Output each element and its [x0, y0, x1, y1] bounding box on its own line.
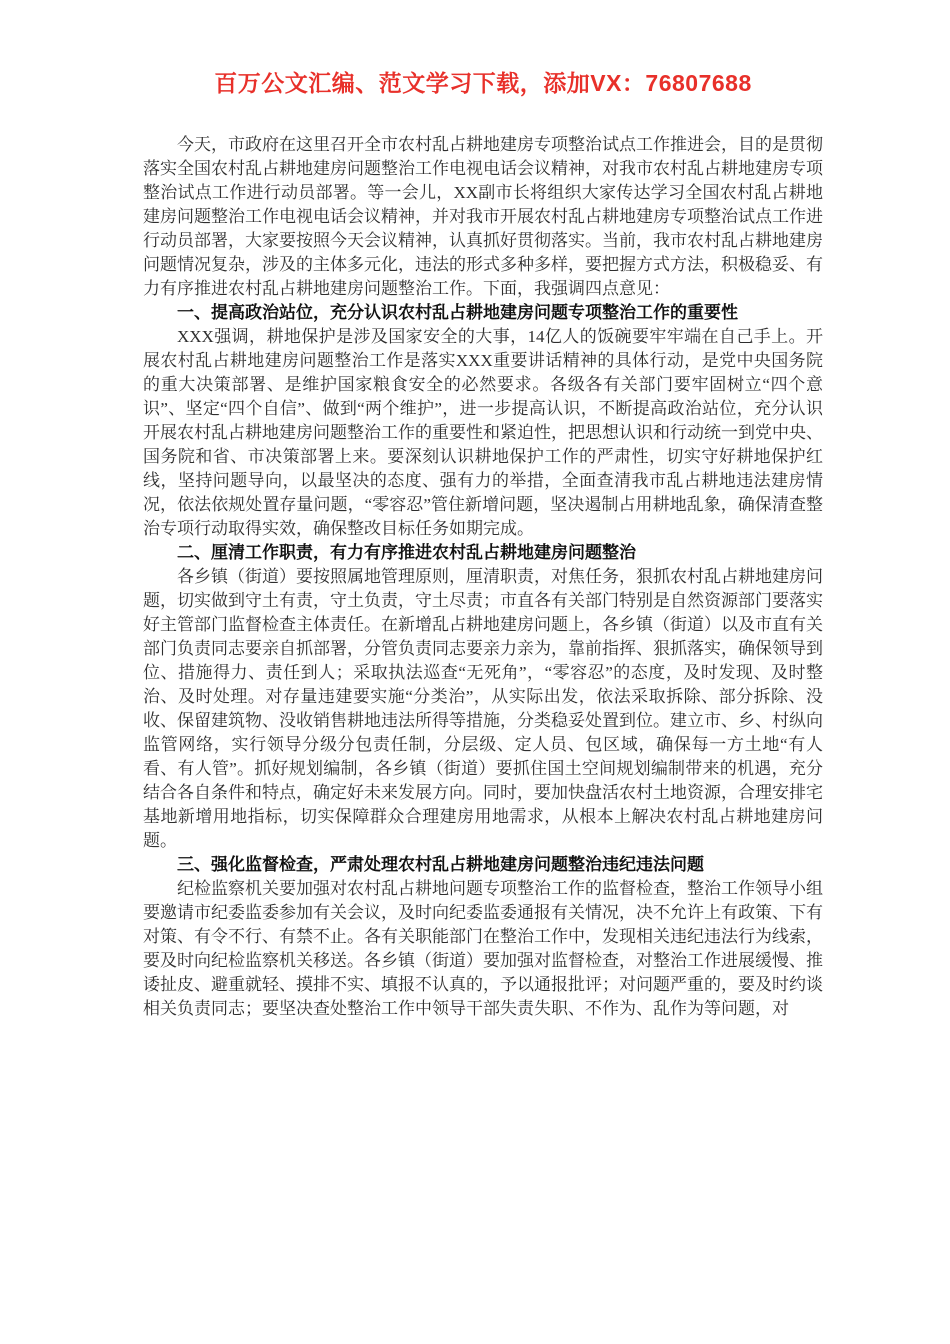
section-heading-3: 三、强化监督检查，严肃处理农村乱占耕地建房问题整治违纪违法问题 [177, 855, 704, 874]
paragraph-section-3: 纪检监察机关要加强对农村乱占耕地问题专项整治工作的监督检查，整治工作领导小组要邀请市纪委监委参加有关会议，及时向纪委监委通报有关情况，决不允许上有政策、下有对策、有令不行、有禁不止。各有关职能部门在整治工作中，发现相关违纪违法行为线索，要及时向纪检监察机关移送。各乡镇（街道）要加强对监督检查，对整治工作进展缓慢、推诿扯皮、避重就轻、摸排不实、填报不认真的，予以通报批评；对问题严重的，要及时约谈相关负责同志；要坚决查处整治工作中领导干部失责失职、不作为、乱作为等问题，对 [143, 879, 823, 1018]
paragraph-intro: 今天，市政府在这里召开全市农村乱占耕地建房专项整治试点工作推进会，目的是贯彻落实全国农村乱占耕地建房问题整治工作电视电话会议精神，对我市农村乱占耕地建房专项整治试点工作进行动员部署。等一会儿，XX副市长将组织大家传达学习全国农村乱占耕地建房问题整治工作电视电话会议精神，并对我市开展农村乱占耕地建房专项整治试点工作进行动员部署，大家要按照今天会议精神，认真抓好贯彻落实。当前，我市农村乱占耕地建房问题情况复杂，涉及的主体多元化，违法的形式多种多样，要把握方式方法，积极稳妥、有力有序推进农村乱占耕地建房问题整治工作。下面，我强调四点意见： [143, 135, 823, 298]
promo-header-text: 百万公文汇编、范文学习下载，添加VX：76807688 [214, 70, 752, 96]
paragraph-section-2: 各乡镇（街道）要按照属地管理原则，厘清职责，对焦任务，狠抓农村乱占耕地建房问题，切实做到守土有责，守土负责，守土尽责；市直各有关部门特别是自然资源部门要落实好主管部门监督检查主体责任。在新增乱占耕地建房问题上，各乡镇（街道）以及市直有关部门负责同志要亲自抓部署，分管负责同志要亲力亲为，靠前指挥、狠抓落实，确保领导到位、措施得力、责任到人；采取执法巡查“无死角”，“零容忍”的态度，及时发现、及时整治、及时处理。对存量违建要实施“分类治”，从实际出发，依法采取拆除、部分拆除、没收、保留建筑物、没收销售耕地违法所得等措施，分类稳妥处置到位。建立市、乡、村纵向监管网络，实行领导分级分包责任制，分层级、定人员、包区域，确保每一方土地“有人看、有人管”。抓好规划编制，各乡镇（街道）要抓住国土空间规划编制带来的机遇，充分结合各自条件和特点，确定好未来发展方向。同时，要加快盘活农村土地资源，合理安排宅基地新增用地指标，切实保障群众合理建房用地需求，从根本上解决农村乱占耕地建房问题。 [143, 567, 823, 850]
section-heading-1: 一、提高政治站位，充分认识农村乱占耕地建房问题专项整治工作的重要性 [177, 303, 738, 322]
paragraph-section-1: XXX强调，耕地保护是涉及国家安全的大事，14亿人的饭碗要牢牢端在自己手上。开展农村乱占耕地建房问题整治工作是落实XXX重要讲话精神的具体行动，是党中央国务院的重大决策部署、是维护国家粮食安全的必然要求。各级各有关部门要牢固树立“四个意识”、坚定“四个自信”、做到“两个维护”，进一步提高认识，不断提高政治站位，充分认识开展农村乱占耕地建房问题整治工作的重要性和紧迫性，把思想认识和行动统一到党中央、国务院和省、市决策部署上来。要深刻认识耕地保护工作的严肃性，切实守好耕地保护红线，坚持问题导向，以最坚决的态度、强有力的举措，全面查清我市乱占耕地违法建房情况，依法依规处置存量问题，“零容忍”管住新增问题，坚决遏制占用耕地乱象，确保清查整治专项行动取得实效，确保整改目标任务如期完成。 [143, 327, 823, 538]
document-body [143, 133, 823, 1021]
section-heading-2: 二、厘清工作职责，有力有序推进农村乱占耕地建房问题整治 [177, 543, 636, 562]
